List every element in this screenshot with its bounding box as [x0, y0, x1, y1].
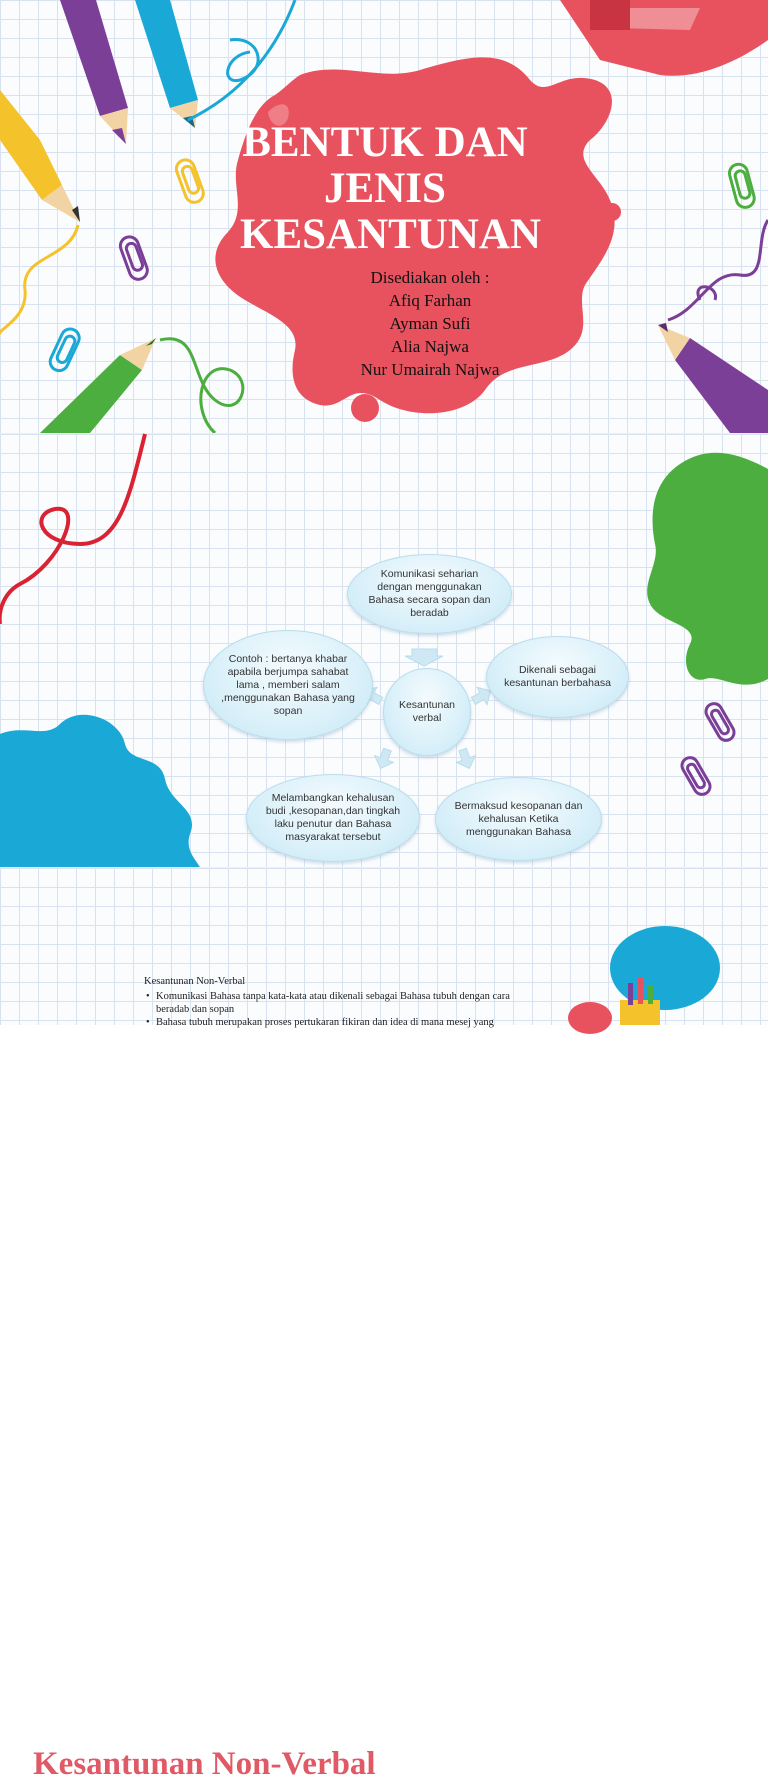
- content-subheading: Kesantunan Non-Verbal: [144, 976, 246, 987]
- list-item: • Komunikasi Bahasa tanpa kata-kata atau dikenali sebagai Bahasa tubuh dengan cara beradab dan sopan: [154, 990, 534, 1016]
- author-name: Nur Umairah Najwa: [360, 360, 500, 379]
- content-list: [144, 990, 534, 1029]
- slide-title: Kesantunan Non-Verbal: [33, 1746, 376, 1782]
- paper-clip-icon: [50, 326, 84, 378]
- non-verbal-slide: [0, 867, 768, 1782]
- author-name: Alia Najwa: [391, 337, 469, 356]
- concept-node: Melambangkan kehalusan budi ,kesopanan,dan tingkah laku penutur dan Bahasa masyarakat tersebut: [246, 774, 420, 862]
- author-list: [330, 266, 530, 381]
- verbal-slide: [0, 433, 768, 867]
- list-item: • Bahasa tubuh merupakan proses pertukaran fikiran dan idea di mana mesej yang: [154, 1016, 534, 1029]
- concept-node: Komunikasi seharian dengan menggunakan Bahasa secara sopan dan beradab: [347, 554, 512, 634]
- author-name: Afiq Farhan: [388, 291, 472, 310]
- author-name: Ayman Sufi: [389, 314, 471, 333]
- prepared-by-label: Disediakan oleh :: [370, 268, 490, 287]
- paper-clip-icon: [176, 155, 210, 207]
- title-slide: [0, 0, 768, 433]
- paper-clip-icon: [728, 160, 762, 212]
- concept-node: Bermaksud kesopanan dan kehalusan Ketika menggunakan Bahasa: [435, 777, 602, 861]
- concept-node: Contoh : bertanya khabar apabila berjumpa sahabat lama , memberi salam ,menggunakan Bahasa yang sopan: [203, 630, 373, 740]
- slide-title: BENTUK DAN JENIS KESANTUNAN: [240, 119, 542, 258]
- paper-clip-icon: [120, 232, 154, 284]
- center-node: Kesantunan verbal: [383, 668, 471, 756]
- concept-node: Dikenali sebagai kesantunan berbahasa: [486, 636, 629, 718]
